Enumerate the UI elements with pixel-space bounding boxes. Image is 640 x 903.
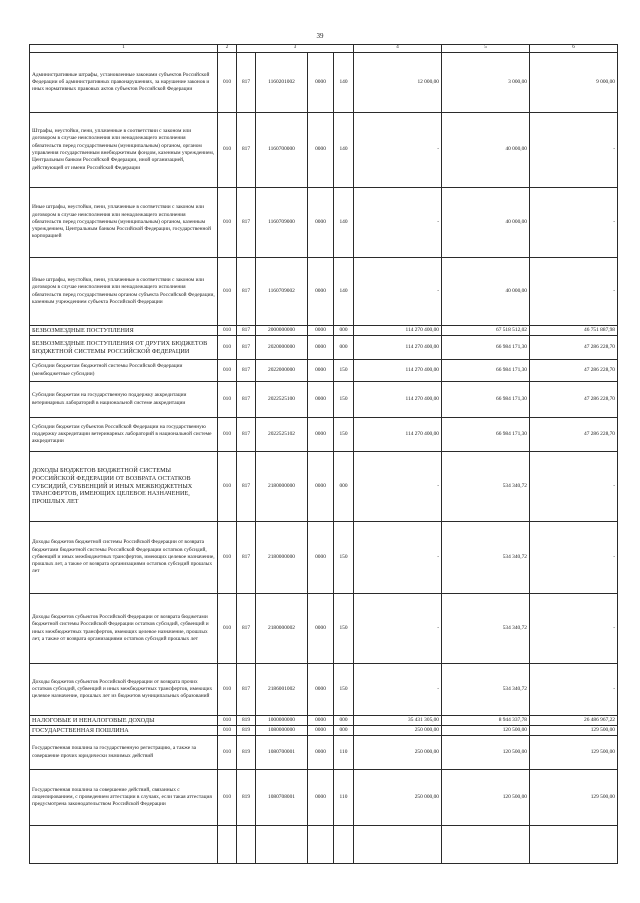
row-kosgu-cell: 000 <box>334 726 354 736</box>
row-code-cell: 010 <box>218 113 237 188</box>
table-row <box>30 188 618 258</box>
row-executed-value: 534 340,72 <box>442 594 530 664</box>
row-name-cell: ДОХОДЫ БЮДЖЕТОВ БЮДЖЕТНОЙ СИСТЕМЫ РОССИЙСКОЙ ФЕДЕРАЦИИ ОТ ВОЗВРАТА ОСТАТКОВ СУБСИДИЙ, СУБВЕНЦИЙ И ИНЫХ МЕЖБЮДЖЕТНЫХ ТРАНСФЕРТОВ, ИМЕЮЩИХ ЦЕЛЕВОЕ НАЗНАЧЕНИЕ, ПРОШЛЫХ ЛЕТ <box>30 452 218 522</box>
row-program-cell: 0000 <box>308 53 334 113</box>
row-kbk-cell: 1080708001 <box>256 770 308 826</box>
row-kosgu-cell: 150 <box>334 664 354 716</box>
row-executed-value: 66 984 171,30 <box>442 418 530 452</box>
row-admin-cell: 817 <box>237 53 256 113</box>
row-plan-value: 114 270 400,00 <box>354 360 442 382</box>
row-kosgu-cell: 000 <box>334 336 354 360</box>
row-name-cell: Субсидии бюджетам субъектов Российской Федерации на государственную поддержку аккредитации ветеринарных лабораторий в национальной системе аккредитации <box>30 418 218 452</box>
row-name-cell: Государственная пошлина за совершение действий, связанных с лицензированием, с проведением аттестации в случаях, если такая аттестация предусмотрена законодательством Российской Федерации <box>30 770 218 826</box>
row-program-cell: 0000 <box>308 716 334 726</box>
row-admin-cell: 817 <box>237 258 256 326</box>
row-kosgu-cell: 150 <box>334 522 354 594</box>
table-row <box>30 360 618 382</box>
row-program-cell: 0000 <box>308 664 334 716</box>
row-name-cell: ГОСУДАРСТВЕННАЯ ПОШЛИНА <box>30 726 218 736</box>
row-code-cell: 010 <box>218 664 237 716</box>
row-admin-cell: 817 <box>237 418 256 452</box>
row-executed-value: 120 500,00 <box>442 726 530 736</box>
row-code-cell: 010 <box>218 418 237 452</box>
row-executed-value: 67 518 512,02 <box>442 326 530 336</box>
row-kbk-cell: 1160700000 <box>256 113 308 188</box>
table-row <box>30 53 618 113</box>
row-executed-value: 40 000,00 <box>442 188 530 258</box>
row-admin-cell <box>237 826 256 864</box>
row-remaining-value: 47 286 228,70 <box>530 360 618 382</box>
row-admin-cell: 819 <box>237 716 256 726</box>
row-name-cell: Доходы бюджетов субъектов Российской Федерации от возврата бюджетами бюджетной системы Российской Федерации остатков субсидий, субвенций и иных межбюджетных трансфертов, имеющих целевое назначение, прошлых лет, а также от возврата организациями остатков субсидий прошлых лет <box>30 594 218 664</box>
row-program-cell: 0000 <box>308 418 334 452</box>
row-kbk-cell: 1160709002 <box>256 258 308 326</box>
row-program-cell: 0000 <box>308 522 334 594</box>
row-executed-value: 40 000,00 <box>442 258 530 326</box>
row-executed-value: 66 984 171,30 <box>442 360 530 382</box>
row-plan-value: 114 270 400,00 <box>354 418 442 452</box>
header-col-4: 4 <box>354 45 442 53</box>
row-kbk-cell: 2180000002 <box>256 594 308 664</box>
row-code-cell: 010 <box>218 188 237 258</box>
row-admin-cell: 817 <box>237 336 256 360</box>
table-row <box>30 594 618 664</box>
row-code-cell <box>218 826 237 864</box>
row-remaining-value: - <box>530 113 618 188</box>
row-code-cell: 010 <box>218 53 237 113</box>
row-name-cell: БЕЗВОЗМЕЗДНЫЕ ПОСТУПЛЕНИЯ ОТ ДРУГИХ БЮДЖЕТОВ БЮДЖЕТНОЙ СИСТЕМЫ РОССИЙСКОЙ ФЕДЕРАЦИИ <box>30 336 218 360</box>
row-program-cell: 0000 <box>308 113 334 188</box>
row-kbk-cell: 2022000000 <box>256 360 308 382</box>
row-plan-value: 12 000,00 <box>354 53 442 113</box>
row-program-cell: 0000 <box>308 188 334 258</box>
row-executed-value: 534 340,72 <box>442 522 530 594</box>
row-plan-value: - <box>354 664 442 716</box>
row-kosgu-cell: 000 <box>334 452 354 522</box>
row-kbk-cell: 2180000000 <box>256 452 308 522</box>
row-remaining-value: 26 486 967,22 <box>530 716 618 726</box>
row-executed-value: 40 000,00 <box>442 113 530 188</box>
row-kbk-cell: 1160709000 <box>256 188 308 258</box>
row-kosgu-cell: 140 <box>334 53 354 113</box>
row-kbk-cell: 2022525100 <box>256 382 308 418</box>
row-code-cell: 010 <box>218 360 237 382</box>
header-col-5: 5 <box>442 45 530 53</box>
row-code-cell: 010 <box>218 452 237 522</box>
row-code-cell: 010 <box>218 716 237 726</box>
header-col-6: 6 <box>530 45 618 53</box>
row-kosgu-cell: 000 <box>334 716 354 726</box>
row-plan-value: - <box>354 522 442 594</box>
row-kosgu-cell: 000 <box>334 326 354 336</box>
table-header-row <box>30 45 618 53</box>
row-kbk-cell: 1080000000 <box>256 726 308 736</box>
row-name-cell: Субсидии бюджетам на государственную поддержку аккредитации ветеринарных лабораторий в национальной системе аккредитации <box>30 382 218 418</box>
row-remaining-value: - <box>530 258 618 326</box>
row-name-cell: Иные штрафы, неустойки, пени, уплаченные в соответствии с законом или договором в случае неисполнения или ненадлежащего исполнения обязательств перед государственным органом субъекта Российской Федерации, казенным учреждением субъекта Российской Федерации <box>30 258 218 326</box>
row-remaining-value: 47 286 228,70 <box>530 382 618 418</box>
row-remaining-value <box>530 826 618 864</box>
row-admin-cell: 817 <box>237 113 256 188</box>
row-kosgu-cell: 150 <box>334 594 354 664</box>
row-code-cell: 010 <box>218 336 237 360</box>
header-col-1: 1 <box>30 45 218 53</box>
table-row <box>30 113 618 188</box>
row-kosgu-cell: 140 <box>334 258 354 326</box>
row-plan-value: 250 000,00 <box>354 770 442 826</box>
row-plan-value: - <box>354 594 442 664</box>
row-kbk-cell: 1080700001 <box>256 736 308 770</box>
row-kbk-cell <box>256 826 308 864</box>
header-col-3: 3 <box>237 45 354 53</box>
row-code-cell: 010 <box>218 522 237 594</box>
table-row <box>30 770 618 826</box>
row-name-cell: БЕЗВОЗМЕЗДНЫЕ ПОСТУПЛЕНИЯ <box>30 326 218 336</box>
row-executed-value: 8 944 337,78 <box>442 716 530 726</box>
row-remaining-value: 9 000,00 <box>530 53 618 113</box>
table-row <box>30 522 618 594</box>
row-admin-cell: 817 <box>237 522 256 594</box>
row-remaining-value: - <box>530 452 618 522</box>
table-row <box>30 418 618 452</box>
row-admin-cell: 817 <box>237 664 256 716</box>
row-remaining-value: 129 500,00 <box>530 736 618 770</box>
page-number: 39 <box>316 32 324 40</box>
row-admin-cell: 819 <box>237 736 256 770</box>
row-program-cell: 0000 <box>308 382 334 418</box>
table-row <box>30 726 618 736</box>
row-code-cell: 010 <box>218 258 237 326</box>
row-plan-value: 250 000,00 <box>354 736 442 770</box>
table-row <box>30 258 618 326</box>
row-name-cell: Штрафы, неустойки, пени, уплаченные в соответствии с законом или договором в случае неисполнения или ненадлежащего исполнения обязательств перед государственным (муниципальным) органом, органом управления государственным внебюджетным фондом, казенным учреждением, Центральным банком Российской Федерации, иной организацией, действующей от имени Российской Федерации <box>30 113 218 188</box>
row-name-cell: Государственная пошлина за государственную регистрацию, а также за совершение прочих юридически значимых действий <box>30 736 218 770</box>
row-remaining-value: - <box>530 664 618 716</box>
row-program-cell: 0000 <box>308 770 334 826</box>
table-row <box>30 452 618 522</box>
row-admin-cell: 817 <box>237 594 256 664</box>
row-executed-value: 120 500,00 <box>442 736 530 770</box>
table-row <box>30 736 618 770</box>
row-kosgu-cell: 150 <box>334 360 354 382</box>
row-kosgu-cell: 140 <box>334 113 354 188</box>
row-program-cell: 0000 <box>308 336 334 360</box>
row-remaining-value: 47 286 228,70 <box>530 418 618 452</box>
row-kbk-cell: 2020000000 <box>256 336 308 360</box>
table-row <box>30 382 618 418</box>
row-plan-value: 35 431 305,00 <box>354 716 442 726</box>
row-kbk-cell: 2186001002 <box>256 664 308 716</box>
row-admin-cell: 817 <box>237 188 256 258</box>
row-kosgu-cell: 150 <box>334 418 354 452</box>
row-code-cell: 010 <box>218 382 237 418</box>
row-remaining-value: - <box>530 594 618 664</box>
row-remaining-value: 129 500,00 <box>530 770 618 826</box>
row-plan-value: - <box>354 258 442 326</box>
row-code-cell: 010 <box>218 726 237 736</box>
row-name-cell: Субсидии бюджетам бюджетной системы Российской Федерации (межбюджетные субсидии) <box>30 360 218 382</box>
row-name-cell: НАЛОГОВЫЕ И НЕНАЛОГОВЫЕ ДОХОДЫ <box>30 716 218 726</box>
row-kbk-cell: 2000000000 <box>256 326 308 336</box>
row-code-cell: 010 <box>218 770 237 826</box>
row-remaining-value: - <box>530 188 618 258</box>
row-plan-value: 114 270 400,00 <box>354 336 442 360</box>
budget-revenue-table <box>29 44 618 864</box>
row-kosgu-cell: 110 <box>334 736 354 770</box>
row-admin-cell: 819 <box>237 726 256 736</box>
row-program-cell: 0000 <box>308 360 334 382</box>
row-executed-value: 3 000,00 <box>442 53 530 113</box>
row-admin-cell: 819 <box>237 770 256 826</box>
row-executed-value: 66 984 171,30 <box>442 336 530 360</box>
row-plan-value: - <box>354 113 442 188</box>
row-program-cell: 0000 <box>308 452 334 522</box>
row-program-cell: 0000 <box>308 326 334 336</box>
row-plan-value: 114 270 400,00 <box>354 326 442 336</box>
row-remaining-value: 129 500,00 <box>530 726 618 736</box>
row-code-cell: 010 <box>218 736 237 770</box>
table-row <box>30 826 618 864</box>
row-admin-cell: 817 <box>237 382 256 418</box>
row-kosgu-cell: 140 <box>334 188 354 258</box>
table-row <box>30 716 618 726</box>
row-kosgu-cell <box>334 826 354 864</box>
row-plan-value <box>354 826 442 864</box>
row-remaining-value: 47 286 228,70 <box>530 336 618 360</box>
row-admin-cell: 817 <box>237 452 256 522</box>
row-kbk-cell: 2180000000 <box>256 522 308 594</box>
row-executed-value: 66 984 171,30 <box>442 382 530 418</box>
header-col-2: 2 <box>218 45 237 53</box>
row-name-cell <box>30 826 218 864</box>
row-program-cell <box>308 826 334 864</box>
row-program-cell: 0000 <box>308 736 334 770</box>
row-kbk-cell: 1160201002 <box>256 53 308 113</box>
row-code-cell: 010 <box>218 594 237 664</box>
row-name-cell: Административные штрафы, установленные законами субъектов Российской Федерации об административных правонарушениях, за нарушение законов и иных нормативных правовых актов субъектов Российской Федерации <box>30 53 218 113</box>
row-executed-value: 534 340,72 <box>442 452 530 522</box>
row-program-cell: 0000 <box>308 594 334 664</box>
row-executed-value: 534 340,72 <box>442 664 530 716</box>
row-plan-value: - <box>354 188 442 258</box>
row-remaining-value: - <box>530 522 618 594</box>
row-kosgu-cell: 150 <box>334 382 354 418</box>
row-plan-value: 114 270 400,00 <box>354 382 442 418</box>
row-name-cell: Доходы бюджетов субъектов Российской Федерации от возврата прочих остатков субсидий, субвенций и иных межбюджетных трансфертов, имеющих целевое назначение, прошлых лет из бюджетов муниципальных образований <box>30 664 218 716</box>
row-remaining-value: 46 751 887,98 <box>530 326 618 336</box>
row-program-cell: 0000 <box>308 258 334 326</box>
table-row <box>30 336 618 360</box>
row-name-cell: Иные штрафы, неустойки, пени, уплаченные в соответствии с законом или договором в случае неисполнения или ненадлежащего исполнения обязательств перед государственным (муниципальным) органом, казенным учреждением, Центральным банком Российской Федерации, государственной корпорацией <box>30 188 218 258</box>
row-kbk-cell: 2022525102 <box>256 418 308 452</box>
row-kosgu-cell: 110 <box>334 770 354 826</box>
row-executed-value: 120 500,00 <box>442 770 530 826</box>
row-kbk-cell: 1000000000 <box>256 716 308 726</box>
row-plan-value: - <box>354 452 442 522</box>
row-admin-cell: 817 <box>237 360 256 382</box>
row-admin-cell: 817 <box>237 326 256 336</box>
row-name-cell: Доходы бюджетов бюджетной системы Российской Федерации от возврата бюджетами бюджетной системы Российской Федерации остатков субсидий, субвенций и иных межбюджетных трансфертов, имеющих целевое назначение, прошлых лет, а также от возврата организациями остатков субсидий прошлых лет <box>30 522 218 594</box>
table-row <box>30 326 618 336</box>
table-row <box>30 664 618 716</box>
row-executed-value <box>442 826 530 864</box>
row-program-cell: 0000 <box>308 726 334 736</box>
row-plan-value: 250 000,00 <box>354 726 442 736</box>
row-code-cell: 010 <box>218 326 237 336</box>
